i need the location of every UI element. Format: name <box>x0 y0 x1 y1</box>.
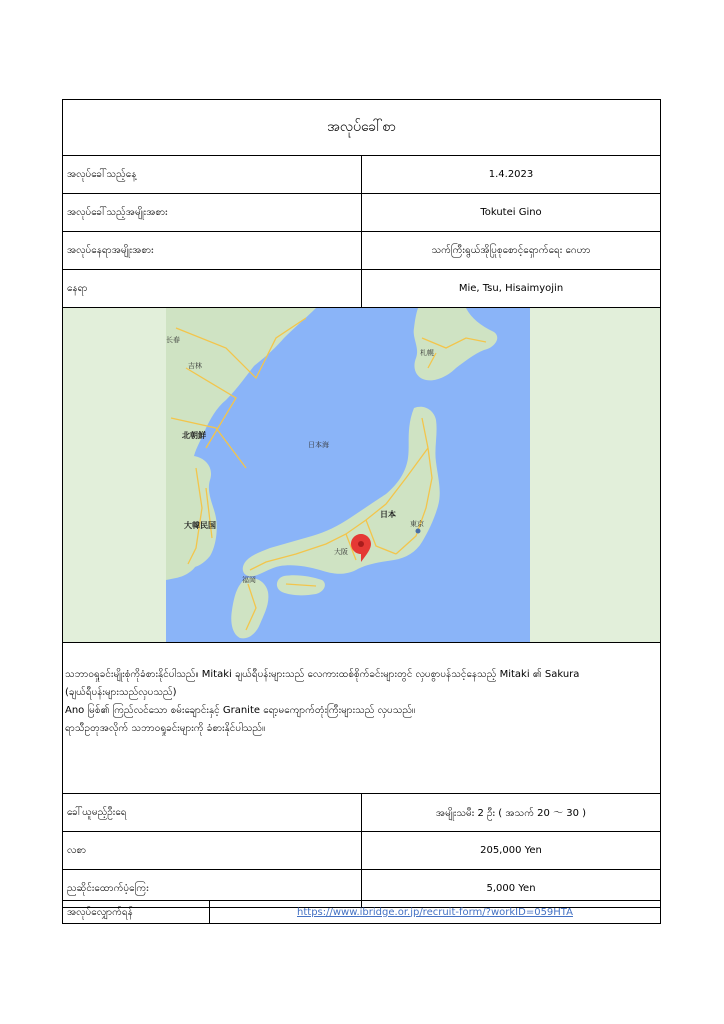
map-label-sea: 日本海 <box>308 441 329 449</box>
tokyo-dot <box>416 529 421 534</box>
row-value: 5,000 Yen <box>362 870 661 908</box>
description-line: Ano မြစ်၏ ကြည်လင်သော စမ်းချောင်းနှင့် Granite ရော့မကျောက်တုံးကြီးများသည် လှပသည်။ <box>65 705 416 716</box>
row-value: သက်ကြီးရွယ်အိုပြုစုစောင့်ရှောက်ရေး ဂေဟာ <box>362 232 661 270</box>
description-line: (ချယ်ရီပန်းများသည်လှပသည်) <box>65 687 177 698</box>
description-line: ရာသီဥတုအလိုက် သဘာဝရှုခင်းများကို ခံစားနိုင်ပါသည်။ <box>65 723 266 734</box>
apply-label: အလုပ်လျှောက်ရန် <box>63 901 210 924</box>
map-label-city: 東京 <box>410 520 424 528</box>
map-label-city: 大阪 <box>334 548 348 556</box>
map-label-city: 福岡 <box>242 576 256 584</box>
row-label: အလုပ်ခေါ်သည့်အမျိုးအစား <box>63 194 362 232</box>
row-label: ခေါ်ယူမည့်ဦးရေ <box>63 794 362 832</box>
japan-map <box>166 308 530 642</box>
row-label: နေရာ <box>63 270 362 308</box>
map-label-city: 吉林 <box>188 362 202 370</box>
map-label-country: 日本 <box>380 510 396 519</box>
apply-link[interactable]: https://www.ibridge.or.jp/recruit-form/?workID=059HTA <box>297 906 573 918</box>
apply-link-cell <box>210 901 661 924</box>
map-label-country: 北朝鮮 <box>182 431 206 440</box>
row-value: အမျိုးသမီး 2 ဦး ( အသက် 20 〜 30 ) <box>362 794 661 832</box>
row-location <box>63 270 661 308</box>
map-cell <box>63 308 661 643</box>
description-line: သဘာဝရှုခင်းမျိုးစုံကိုခံစားနိုင်ပါသည်။ Mitaki ချယ်ရီပန်းများသည် လေကားထစ်စိုက်ခင်းများတွင် လှပစွာပန်သင့်နေသည့် Mitaki ၏ Sakura <box>65 669 580 680</box>
map-label-city: 长春 <box>166 336 180 344</box>
job-table <box>62 99 661 908</box>
map-label-city: 札幌 <box>420 349 434 357</box>
apply-table <box>62 900 661 924</box>
row-workplace-type <box>63 232 661 270</box>
row-label: ညဆိုင်းထောက်ပံ့ကြေး <box>63 870 362 908</box>
row-label: အလုပ်နေရာအမျိုးအစား <box>63 232 362 270</box>
row-value: 1.4.2023 <box>362 156 661 194</box>
description <box>63 643 661 794</box>
row-headcount <box>63 794 661 832</box>
row-value: Mie, Tsu, Hisaimyojin <box>362 270 661 308</box>
row-job-type <box>63 194 661 232</box>
page-title: အလုပ်ခေါ်စာ <box>63 100 661 156</box>
row-value: Tokutei Gino <box>362 194 661 232</box>
job-sheet <box>62 99 661 908</box>
row-label: လစာ <box>63 832 362 870</box>
row-date <box>63 156 661 194</box>
row-value: 205,000 Yen <box>362 832 661 870</box>
row-salary <box>63 832 661 870</box>
row-label: အလုပ်ခေါ်သည့်နေ့ <box>63 156 362 194</box>
map-label-country: 大韓民国 <box>184 521 216 530</box>
